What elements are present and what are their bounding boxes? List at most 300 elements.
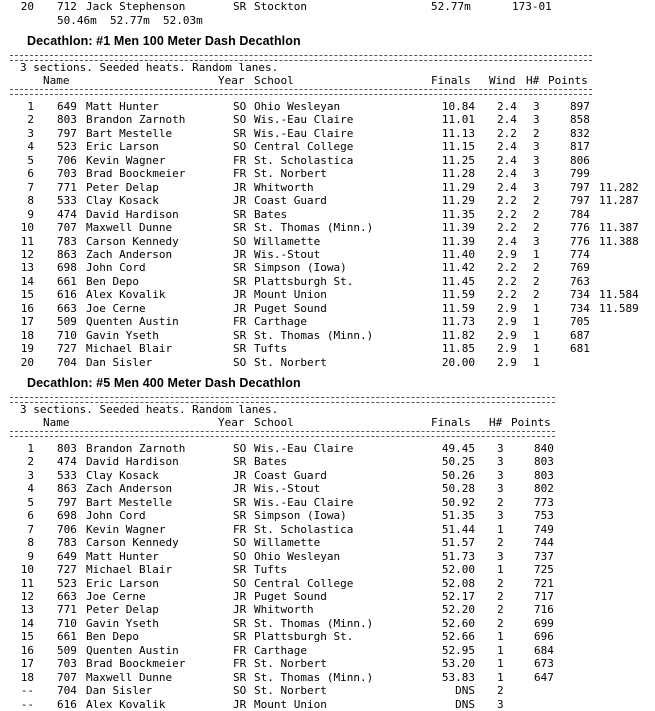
place: 18 [20,328,34,342]
athlete-name: Carson Kennedy [86,536,179,550]
finals: 11.39 [441,221,475,235]
year: SO [233,549,247,563]
rule [10,89,592,95]
school: Bates [254,207,288,221]
heat: 3 [497,482,504,496]
athlete-name: Dan Sisler [86,355,153,369]
finals: DNS [455,684,475,698]
points: 684 [534,643,554,657]
athlete-name: Ben Depo [86,630,139,644]
year: FR [233,522,247,536]
bib: 661 [57,630,77,644]
bib: 663 [57,301,77,315]
athlete-name: Brandon Zarnoth [86,442,186,455]
heat: 1 [497,522,504,536]
school: Tufts [254,563,288,577]
finals: 11.35 [441,207,475,221]
event1-note: 3 sections. Seeded heats. Random lanes. [20,61,279,74]
finals: 11.73 [441,315,475,329]
bib: 797 [57,495,77,509]
year: SO [233,140,247,154]
bib: 797 [57,126,77,140]
bib: 474 [57,455,77,469]
place: 4 [27,482,34,496]
heat: 3 [497,468,504,482]
bib: 616 [57,288,77,302]
header-name: Name [43,416,70,429]
school: Wis.-Eau Claire [254,126,354,140]
athlete-name: Michael Blair [86,563,173,577]
athlete-name: Alex Kovalik [86,697,166,711]
athlete-name: Carson Kennedy [86,234,179,248]
finals: 10.84 [441,100,475,113]
school: Wis.-Eau Claire [254,442,354,455]
points: 776 [570,234,590,248]
heat: 3 [497,697,504,711]
heat: 1 [497,670,504,684]
finals: 51.57 [441,536,475,550]
event2-note: 3 sections. Seeded heats. Random lanes. [20,403,279,416]
athlete-name: Matt Hunter [86,100,159,113]
year: SO [233,576,247,590]
bib: 523 [57,576,77,590]
points: 763 [570,274,590,288]
wind: 2.2 [497,221,517,235]
place: 15 [20,288,34,302]
athlete-name: Peter Delap [86,180,159,194]
bib: 863 [57,482,77,496]
finals: 11.39 [441,234,475,248]
wind: 2.9 [497,328,517,342]
athlete-name: Dan Sisler [86,684,153,698]
place: 20 [20,0,34,13]
bib: 663 [57,589,77,603]
athlete-name: Peter Delap [86,603,159,617]
school: St. Norbert [254,684,327,698]
place: 1 [27,100,34,113]
athlete-name: David Hardison [86,455,179,469]
year: SR [233,342,247,356]
finals: 51.44 [441,522,475,536]
finals: 11.25 [441,153,475,167]
points: 774 [570,247,590,261]
athlete-name: Quenten Austin [86,315,179,329]
bib: 727 [57,342,77,356]
heat: 3 [497,549,504,563]
year: SO [233,536,247,550]
year: SR [233,563,247,577]
points: 803 [534,468,554,482]
bib: 698 [57,509,77,523]
year: JR [233,589,247,603]
wind: 2.2 [497,194,517,208]
points: 716 [534,603,554,617]
points: 897 [570,100,590,113]
heat: 3 [533,234,540,248]
bib: 698 [57,261,77,275]
finals: 53.83 [441,670,475,684]
school: Tufts [254,342,288,356]
finals: 50.26 [441,468,475,482]
year: JR [233,288,247,302]
athlete-name: David Hardison [86,207,179,221]
heat: 3 [533,167,540,181]
points: 858 [570,113,590,127]
finals: 49.45 [441,442,475,455]
wind: 2.9 [497,301,517,315]
bib: 704 [57,355,77,369]
school: Simpson (Iowa) [254,509,347,523]
points: 799 [570,167,590,181]
points: 725 [534,563,554,577]
place: 14 [20,616,34,630]
athlete-name: Bart Mestelle [86,126,173,140]
year: SR [233,328,247,342]
school: Central College [254,576,354,590]
header-heat: H# [489,416,503,429]
heat: 2 [533,288,540,302]
finals: 50.25 [441,455,475,469]
athlete-name: Clay Kosack [86,468,159,482]
finals: 52.60 [441,616,475,630]
header-finals: Finals [431,74,471,87]
school: St. Thomas (Minn.) [254,670,374,684]
heat: 1 [533,301,540,315]
athlete-name: John Cord [86,261,146,275]
place: 2 [27,113,34,127]
header-name: Name [43,74,70,87]
year: SO [233,234,247,248]
school: Willamette [254,536,321,550]
points: 797 [570,180,590,194]
school: Wis.-Eau Claire [254,495,354,509]
points: 832 [570,126,590,140]
year: SR [233,670,247,684]
year: FR [233,167,247,181]
heat: 2 [497,589,504,603]
year: SR [233,616,247,630]
heat: 1 [533,355,540,369]
finals: 11.13 [441,126,475,140]
points: 776 [570,221,590,235]
athlete-name: Jack Stephenson [86,0,186,13]
bib: 727 [57,563,77,577]
school: Simpson (Iowa) [254,261,347,275]
finals: 11.28 [441,167,475,181]
finals: 51.73 [441,549,475,563]
heat: 1 [497,657,504,671]
wind: 2.4 [497,113,517,127]
points: 681 [570,342,590,356]
tiebreak-time: 11.282 [599,180,639,194]
year: SR [233,207,247,221]
finals: 50.28 [441,482,475,496]
heat: 2 [497,536,504,550]
school: St. Thomas (Minn.) [254,328,374,342]
event1-header [0,74,588,87]
bib: 509 [57,643,77,657]
points: 734 [570,288,590,302]
heat: 2 [497,684,504,698]
place: 13 [20,261,34,275]
event2-title: Decathlon: #5 Men 400 Meter Dash Decathlon [27,376,301,390]
points: 705 [570,315,590,329]
result-imperial: 173-01 [512,0,552,13]
header-year: Year [218,416,245,429]
bib: 533 [57,468,77,482]
event2-header [0,416,551,429]
wind: 2.2 [497,288,517,302]
athlete-name: Bart Mestelle [86,495,173,509]
heat: 1 [533,342,540,356]
finals: 52.08 [441,576,475,590]
points: 769 [570,261,590,275]
place: 18 [20,670,34,684]
bib: 783 [57,536,77,550]
year: JR [233,468,247,482]
athlete-name: Joe Cerne [86,589,146,603]
year: SR [233,509,247,523]
tiebreak-time: 11.287 [599,194,639,208]
header-wind: Wind [489,74,516,87]
bib: 616 [57,697,77,711]
heat: 3 [533,180,540,194]
finals: 20.00 [441,355,475,369]
bib: 706 [57,522,77,536]
place: 2 [27,455,34,469]
heat: 2 [533,126,540,140]
school: Wis.-Stout [254,482,321,496]
athlete-name: Kevin Wagner [86,153,166,167]
place: -- [20,697,34,711]
heat: 2 [533,194,540,208]
school: St. Norbert [254,167,327,181]
athlete-name: Quenten Austin [86,643,179,657]
header-points: Points [511,416,551,429]
wind: 2.2 [497,274,517,288]
heat: 3 [497,455,504,469]
finals: 11.40 [441,247,475,261]
bib: 703 [57,657,77,671]
athlete-name: Brad Boockmeier [86,657,186,671]
wind: 2.4 [497,234,517,248]
place: 20 [20,355,34,369]
school: Central College [254,140,354,154]
finals: 11.29 [441,180,475,194]
place: 5 [27,495,34,509]
year: SO [233,442,247,455]
finals: 50.92 [441,495,475,509]
year: SR [233,455,247,469]
bib: 533 [57,194,77,208]
place: 11 [20,234,34,248]
points: 744 [534,536,554,550]
bib: 661 [57,274,77,288]
place: 7 [27,180,34,194]
heat: 3 [533,140,540,154]
year: JR [233,603,247,617]
finals: 53.20 [441,657,475,671]
points: 647 [534,670,554,684]
tiebreak-time: 11.387 [599,221,639,235]
event1-title: Decathlon: #1 Men 100 Meter Dash Decathlon [27,34,301,48]
wind: 2.4 [497,180,517,194]
finals: 51.35 [441,509,475,523]
place: 6 [27,167,34,181]
bib: 474 [57,207,77,221]
place: 3 [27,126,34,140]
place: 3 [27,468,34,482]
heat: 2 [533,274,540,288]
year: SO [233,113,247,127]
bib: 712 [57,0,77,13]
heat: 2 [533,207,540,221]
place: 17 [20,315,34,329]
points: 802 [534,482,554,496]
header-school: School [254,416,294,429]
place: 16 [20,643,34,657]
year: JR [233,247,247,261]
tiebreak-time: 11.388 [599,234,639,248]
heat: 3 [497,509,504,523]
top-attempts: 50.46m 52.77m 52.03m [57,14,203,27]
bib: 863 [57,247,77,261]
bib: 706 [57,153,77,167]
bib: 649 [57,549,77,563]
year: JR [233,482,247,496]
place: 10 [20,563,34,577]
bib: 803 [57,442,77,455]
finals: 52.20 [441,603,475,617]
athlete-name: John Cord [86,509,146,523]
school: Ohio Wesleyan [254,549,341,563]
athlete-name: Eric Larson [86,576,159,590]
year: SR [233,261,247,275]
heat: 2 [497,603,504,617]
wind: 2.2 [497,261,517,275]
heat: 2 [533,221,540,235]
year: JR [233,301,247,315]
place: -- [20,684,34,698]
bib: 710 [57,328,77,342]
points: 699 [534,616,554,630]
finals: 11.42 [441,261,475,275]
place: 8 [27,194,34,208]
header-year: Year [218,74,245,87]
heat: 1 [497,630,504,644]
school: Willamette [254,234,321,248]
points: 737 [534,549,554,563]
tiebreak-time: 11.584 [599,288,639,302]
tiebreak-time: 11.589 [599,301,639,315]
school: Coast Guard [254,194,327,208]
header-finals: Finals [431,416,471,429]
athlete-name: Eric Larson [86,140,159,154]
wind: 2.4 [497,140,517,154]
place: 5 [27,153,34,167]
heat: 2 [533,261,540,275]
bib: 771 [57,603,77,617]
school: Wis.-Eau Claire [254,113,354,127]
wind: 2.9 [497,247,517,261]
bib: 783 [57,234,77,248]
school: Puget Sound [254,301,327,315]
heat: 3 [533,153,540,167]
athlete-name: Joe Cerne [86,301,146,315]
school: Stockton [254,0,307,13]
heat: 1 [497,563,504,577]
finals: 11.45 [441,274,475,288]
athlete-name: Michael Blair [86,342,173,356]
wind: 2.2 [497,126,517,140]
place: 15 [20,630,34,644]
school: Ohio Wesleyan [254,100,341,113]
school: Plattsburgh St. [254,630,354,644]
bib: 803 [57,113,77,127]
points: 687 [570,328,590,342]
rule [10,431,555,437]
place: 11 [20,576,34,590]
place: 4 [27,140,34,154]
wind: 2.9 [497,342,517,356]
place: 19 [20,342,34,356]
athlete-name: Gavin Yseth [86,328,159,342]
bib: 649 [57,100,77,113]
place: 12 [20,247,34,261]
points: 717 [534,589,554,603]
points: 773 [534,495,554,509]
school: St. Norbert [254,657,327,671]
points: 721 [534,576,554,590]
wind: 2.4 [497,167,517,181]
school: St. Norbert [254,355,327,369]
year: SR [233,274,247,288]
heat: 1 [533,315,540,329]
year: SO [233,684,247,698]
bib: 707 [57,670,77,684]
bib: 707 [57,221,77,235]
finals: 11.82 [441,328,475,342]
finals: 11.59 [441,288,475,302]
finals: 11.29 [441,194,475,208]
year: SO [233,100,247,113]
wind: 2.9 [497,355,517,369]
school: St. Thomas (Minn.) [254,616,374,630]
school: Mount Union [254,288,327,302]
athlete-name: Maxwell Dunne [86,221,173,235]
finals: DNS [455,697,475,711]
bib: 771 [57,180,77,194]
school: Whitworth [254,180,314,194]
finals: 52.17 [441,589,475,603]
points: 784 [570,207,590,221]
finals: 11.59 [441,301,475,315]
place: 10 [20,221,34,235]
place: 12 [20,589,34,603]
school: Whitworth [254,603,314,617]
heat: 2 [497,616,504,630]
place: 16 [20,301,34,315]
points: 753 [534,509,554,523]
wind: 2.4 [497,100,517,113]
place: 9 [27,549,34,563]
heat: 2 [497,495,504,509]
wind: 2.4 [497,153,517,167]
athlete-name: Zach Anderson [86,482,173,496]
year: SR [233,630,247,644]
bib: 704 [57,684,77,698]
place: 6 [27,509,34,523]
